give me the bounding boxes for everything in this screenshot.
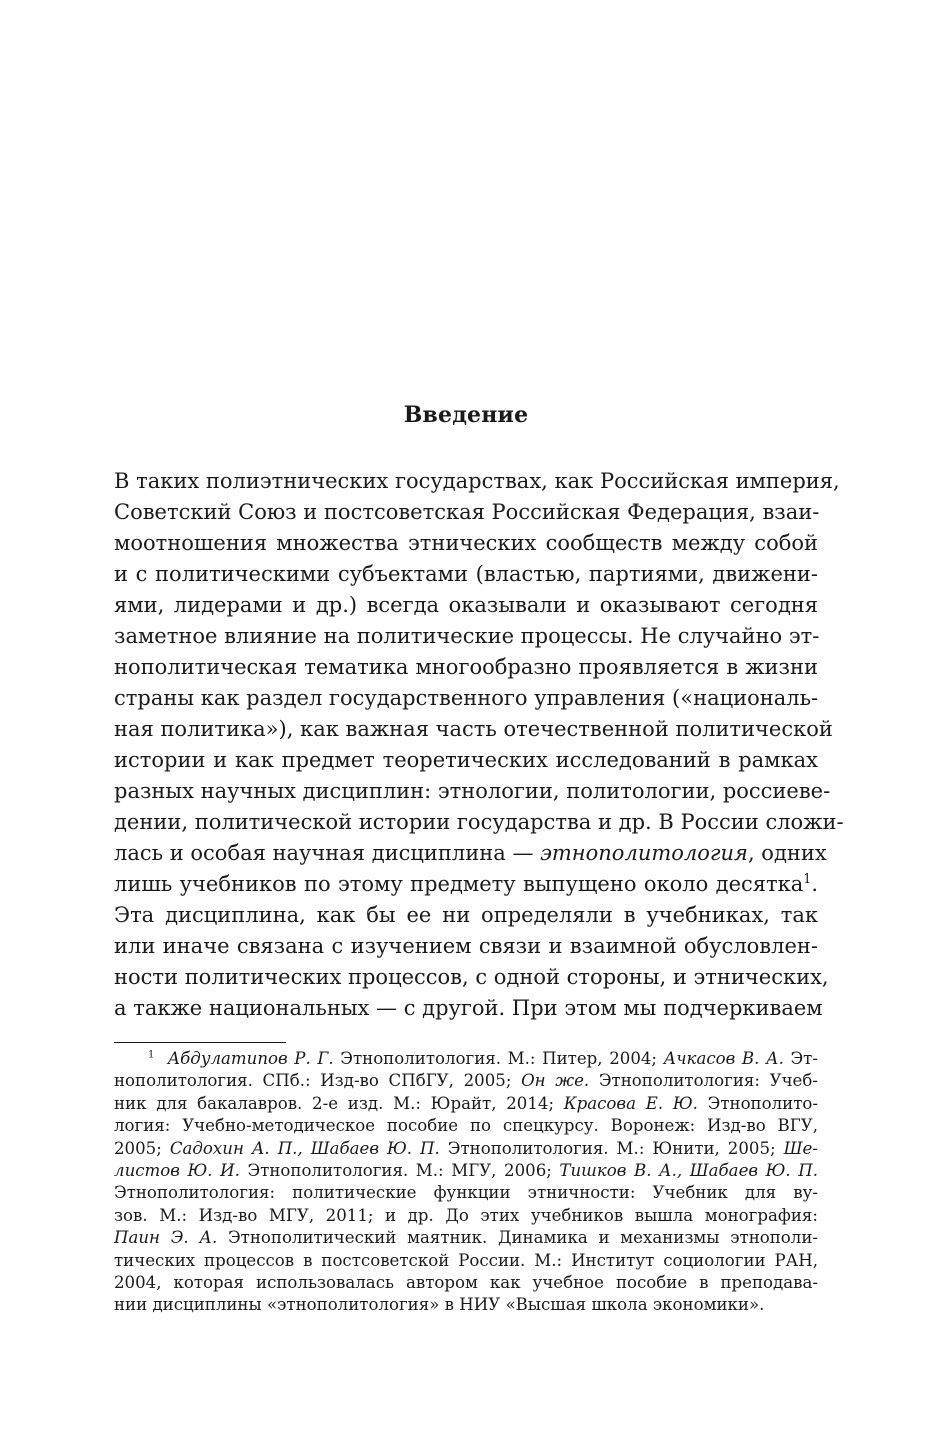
footnote-line: зов. М.: Изд-во МГУ, 2011; и др. До этих учебников вышла монография: — [114, 1205, 818, 1225]
text-line: Советский Союз и постсоветская Российская Федерация, взаи- — [114, 500, 820, 524]
text-line: моотношения множества этнических сообществ между собой — [114, 531, 818, 555]
text-line: разных научных дисциплин: этнологии, политологии, россиеве- — [114, 779, 831, 803]
text-line: нополитическая тематика многообразно проявляется в жизни — [114, 655, 818, 679]
text-segment: ник для бакалавров. 2-е изд. М.: Юрайт, 2014; — [114, 1093, 564, 1113]
text-segment: 2005; — [114, 1138, 170, 1158]
text-line: Эта дисциплина, как бы ее ни определяли в учебниках, так — [114, 903, 818, 927]
author-name: Тишков В. А., Шабаев Ю. П. — [559, 1160, 818, 1180]
text-line: ями, лидерами и др.) всегда оказывали и оказывают сегодня — [114, 593, 818, 617]
text-line: или иначе связана с изучением связи и взаимной обусловлен- — [114, 934, 818, 958]
footnote-line: тических процессов в постсоветской России. М.: Институт социологии РАН, — [114, 1250, 818, 1270]
footnote-line — [114, 1138, 818, 1160]
text-segment: Этнополитология. М.: Юнити, 2005; — [439, 1138, 784, 1158]
footnote-line — [114, 1160, 818, 1182]
text-segment: Этнополитология: Учеб- — [589, 1071, 818, 1091]
text-line: В таких полиэтнических государствах, как Российская империя, — [114, 469, 840, 493]
text-segment: лишь учебников по этому предмету выпущено около десятка — [114, 872, 804, 896]
text-line: ности политических процессов, с одной стороны, и этнических, — [114, 965, 829, 989]
author-name: Абдулатипов Р. Г. — [167, 1049, 334, 1068]
text-segment: Этнополито- — [697, 1093, 818, 1113]
text-segment: нополитология. СПб.: Изд-во СПбГУ, 2005; — [114, 1071, 522, 1091]
footnote-line: 2004, которая использовалась автором как учебное пособие в преподава- — [114, 1272, 818, 1292]
author-name: Он же. — [521, 1071, 590, 1091]
text-segment: Эт- — [783, 1049, 818, 1068]
text-line — [114, 869, 818, 900]
author-name: Ше- — [783, 1138, 818, 1158]
footnote-line: нии дисциплины «этнополитология» в НИУ «Высшая школа экономики». — [114, 1295, 765, 1315]
text-segment: . — [811, 872, 818, 896]
text-line: дении, политической истории государства и др. В России сложи- — [114, 810, 844, 834]
footnote-line — [114, 1093, 818, 1115]
main-text — [114, 466, 844, 1024]
author-name: Паин Э. А. — [114, 1228, 218, 1248]
text-line: заметное влияние на политические процессы. Не случайно эт- — [114, 624, 820, 648]
chapter-title: Введение — [403, 402, 529, 428]
text-line: и с политическими субъектами (властью, партиями, движени- — [114, 562, 818, 586]
author-name: Ачкасов В. А. — [663, 1049, 784, 1068]
text-segment: , одних — [747, 841, 827, 865]
text-line: истории и как предмет теоретических исследований в рамках — [114, 748, 818, 772]
text-segment: Этнополитология. М.: МГУ, 2006; — [239, 1160, 560, 1180]
footnote-line — [114, 1070, 818, 1092]
author-name: Садохин А. П., Шабаев Ю. П. — [169, 1138, 440, 1158]
text-line — [114, 838, 827, 869]
text-line: ная политика»), как важная часть отечественной политической — [114, 717, 833, 741]
author-name: листов Ю. И. — [114, 1160, 240, 1180]
footnote-line — [114, 1048, 818, 1070]
footnote-marker: 1 — [148, 1049, 155, 1061]
footnote — [114, 1048, 818, 1317]
text-segment: лась и особая научная дисциплина — — [114, 841, 541, 865]
footnote-divider — [114, 1042, 286, 1043]
footnote-line — [114, 1227, 818, 1249]
text-segment: Этнополитический маятник. Динамика и механизмы этнополи- — [217, 1228, 818, 1248]
text-line: а также национальных — с другой. При этом мы подчеркиваем — [114, 996, 823, 1020]
text-segment: Этнополитология. М.: Питер, 2004; — [333, 1049, 664, 1068]
author-name: Красова Е. Ю. — [563, 1093, 698, 1113]
footnote-line: Этнополитология: политические функции этничности: Учебник для ву- — [114, 1183, 818, 1203]
footnote-line: логия: Учебно-методическое пособие по спецкурсу. Воронеж: Изд-во ВГУ, — [114, 1116, 818, 1136]
italic-term: этнополитология — [540, 841, 748, 865]
text-line: страны как раздел государственного управления («националь- — [114, 686, 819, 710]
footnote-reference: 1 — [803, 871, 812, 886]
